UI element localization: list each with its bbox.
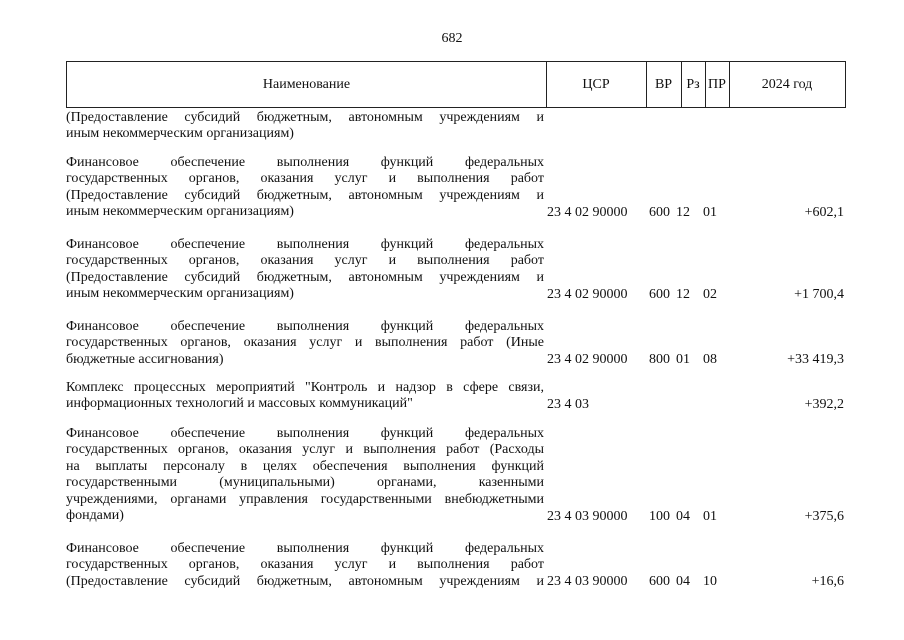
row-name: Финансовое обеспечение выполнения функций федеральных государственных органов, оказания услуг и выполнения работ (Предоставление субсидий бюджетным, автономным учреждениям и иным некоммерческим организациям): [66, 155, 544, 220]
row-name: (Предоставление субсидий бюджетным, автономным учреждениям и иным некоммерческим организациям): [66, 110, 544, 142]
row-pr: 08: [703, 351, 717, 367]
header-csr: ЦСР: [546, 62, 647, 107]
row-csr: 23 4 02 90000: [547, 351, 628, 367]
row-name: Финансовое обеспечение выполнения функций федеральных государственных органов, оказания услуг и выполнения работ (Предоставление субсидий бюджетным, автономным учреждениям и: [66, 541, 544, 589]
row-amount: +392,2: [804, 396, 844, 412]
row-amount: +602,1: [804, 204, 844, 220]
table-row: [66, 155, 846, 221]
row-name: Комплекс процессных мероприятий "Контроль и надзор в сфере связи, информационных технологий и массовых коммуникаций": [66, 380, 544, 412]
row-vr: 100: [649, 508, 670, 524]
header-pr: ПР: [705, 62, 730, 107]
row-vr: 800: [649, 351, 670, 367]
row-rz: 04: [676, 508, 690, 524]
table-header: [66, 61, 846, 108]
row-csr: 23 4 03: [547, 396, 589, 412]
row-vr: 600: [649, 573, 670, 589]
row-amount: +1 700,4: [794, 286, 844, 302]
row-rz: 04: [676, 573, 690, 589]
row-pr: 01: [703, 204, 717, 220]
table-row: [66, 319, 846, 368]
row-vr: 600: [649, 286, 670, 302]
row-rz: 01: [676, 351, 690, 367]
row-csr: 23 4 03 90000: [547, 508, 628, 524]
row-vr: 600: [649, 204, 670, 220]
table-row: [66, 541, 846, 590]
row-amount: +375,6: [804, 508, 844, 524]
row-pr: 01: [703, 508, 717, 524]
row-name: Финансовое обеспечение выполнения функций федеральных государственных органов, оказания услуг и выполнения работ (Иные бюджетные ассигнования): [66, 319, 544, 367]
header-year: 2024 год: [761, 77, 813, 92]
table-row: [66, 426, 846, 525]
page-number: 682: [441, 31, 463, 46]
table-row: [66, 380, 846, 413]
table-row: [66, 237, 846, 303]
row-csr: 23 4 03 90000: [547, 573, 628, 589]
row-pr: 10: [703, 573, 717, 589]
row-pr: 02: [703, 286, 717, 302]
row-rz: 12: [676, 204, 690, 220]
row-name: Финансовое обеспечение выполнения функций федеральных государственных органов, оказания услуг и выполнения работ (Предоставление субсидий бюджетным, автономным учреждениям и иным некоммерческим организациям): [66, 237, 544, 302]
row-amount: +16,6: [811, 573, 844, 589]
table-row: [66, 110, 846, 143]
header-vr: ВР: [646, 62, 682, 107]
header-name: Наименование: [67, 62, 547, 107]
row-name: Финансовое обеспечение выполнения функций федеральных государственных органов, оказания услуг и выполнения работ (Расходы на выплаты персоналу в целях обеспечения выполнения функций государственными (муниципальными) органами, казенными учреждениями, органами управления государственными внебюджетными фондами): [66, 426, 544, 524]
row-csr: 23 4 02 90000: [547, 286, 628, 302]
row-csr: 23 4 02 90000: [547, 204, 628, 220]
header-rz: Рз: [681, 62, 706, 107]
row-amount: +33 419,3: [787, 351, 844, 367]
row-rz: 12: [676, 286, 690, 302]
